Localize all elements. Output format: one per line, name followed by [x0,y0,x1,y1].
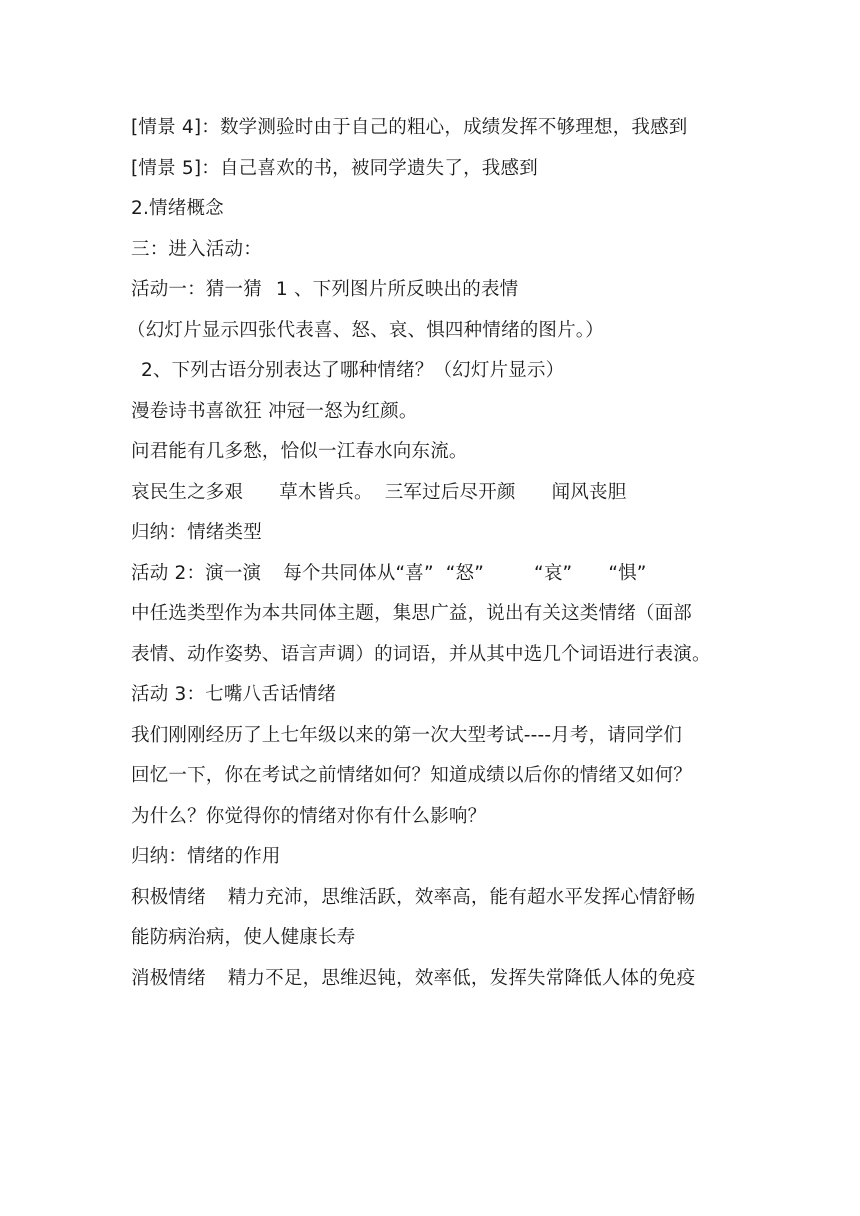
negative-emotion-label: 消极情绪 [131,967,206,989]
verse-phrase-4: 闻风丧胆 [551,481,627,503]
negative-emotion-line [131,959,736,1000]
negative-emotion-text: 精力不足，思维迟钝，效率低，发挥失常降低人体的免疫 [227,967,696,989]
document-body [127,108,736,999]
positive-emotion-text: 精力充沛，思维活跃，效率高，能有超水平发挥心情舒畅 [227,886,696,908]
activity-3-text-3: 为什么？你觉得你的情绪对你有什么影响？ [131,805,487,827]
verse-phrase-1: 哀民生之多艰 [131,481,244,503]
activity-3-text-1: 我们刚刚经历了上七年级以来的第一次大型考试----月考，请同学们 [131,724,683,746]
summary-emotion-effects: 归纳：情绪的作用 [131,846,281,867]
scenario-4: [情景 4]：数学测验时由于自己的粗心，成绩发挥不够理想，我感到 [131,117,688,138]
emotion-anger: “怒” [445,562,485,584]
activity-2-text: 每个共同体从“喜” [283,562,434,584]
activity-3-title: 活动 3：七嘴八舌话情绪 [131,684,337,705]
activity-2-text-3: 表情、动作姿势、语言声调）的词语，并从其中选几个词语进行表演。 [131,643,711,665]
activity-2-line [131,554,736,595]
verse-phrase-3: 三军过后尽开颜 [384,481,516,503]
ancient-verse-2: 问君能有几多愁，恰似一江春水向东流。 [131,441,468,462]
slide-note-pictures: （幻灯片显示四张代表喜、怒、哀、惧四种情绪的图片。） [127,319,604,341]
positive-emotion-line [131,878,736,919]
section-emotion-concept: 2.情绪概念 [131,198,224,219]
positive-emotion-text-2: 能防病治病，使人健康长寿 [131,927,356,948]
section-activities: 三：进入活动： [131,238,262,260]
activity-1-task-2: 2、下列古语分别表达了哪种情绪？（幻灯片显示） [141,360,565,381]
positive-emotion-label: 积极情绪 [131,886,206,908]
emotion-sorrow: “哀” [534,562,573,584]
activity-1-task-1: 1 、下列图片所反映出的表情 [275,279,519,300]
activity-1-title: 活动一：猜一猜 [131,279,262,300]
ancient-verse-3-line [131,473,736,514]
activity-3-text-2: 回忆一下，你在考试之前情绪如何？知道成绩以后你的情绪又如何？ [131,765,693,786]
activity-2-title: 活动 2：演一演 [131,562,262,584]
summary-emotion-types: 归纳：情绪类型 [131,522,262,543]
emotion-fear: “惧” [608,562,647,584]
activity-2-text-2: 中任选类型作为本共同体主题，集思广益，说出有关这类情绪（面部 [131,603,693,624]
activity-1-line [131,270,736,311]
verse-phrase-2: 草木皆兵。 [279,481,373,503]
ancient-verse-1: 漫卷诗书喜欲狂 冲冠一怒为红颜。 [131,400,418,422]
scenario-5: [情景 5]：自己喜欢的书，被同学遗失了，我感到 [131,157,538,179]
